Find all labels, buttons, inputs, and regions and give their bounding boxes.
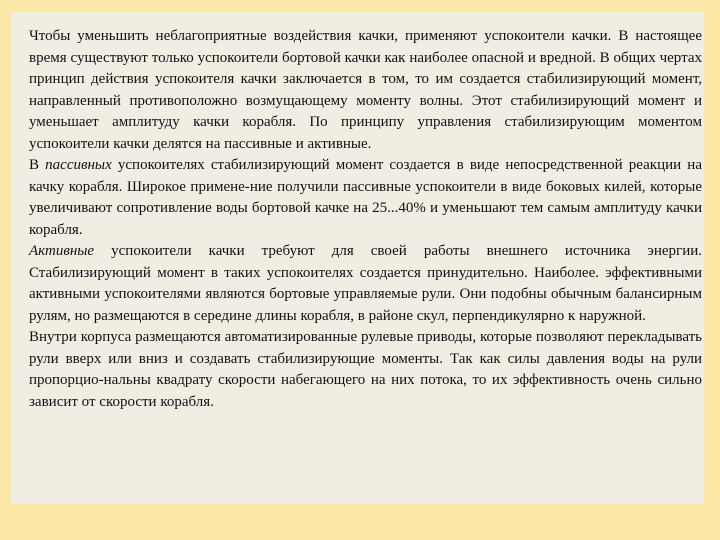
active-term: Активные [29, 243, 95, 259]
passive-term: пассивных [45, 157, 112, 173]
paragraph-passive-rest: успокоителях стабилизирующий момент создается в виде непосредственной реакции на качку корабля. Широкое примене-ние получили пассивные успокоители в виде боковых килей, которые увеличивают сопротивление воды бортовой качке на 25...40% и уменьшают тем самым амплитуду качки корабля. [29, 157, 702, 238]
paragraph-intro: Чтобы уменьшить неблагоприятные воздействия качки, применяют успокоители качки. В настоящее время существуют только успокоители бортовой качки как наиболее опасной и вредной. В общих чертах принцип действия успокоителя качки заключается в том, то им создается стабилизирующий момент, направленный противоположно возмущающему моменту волны. Этот стабилизирующий момент и уменьшает амплитуду качки корабля. По принципу управления стабилизирующим моментом успокоители качки делятся на пассивные и активные. [29, 28, 702, 152]
paragraph-passive [29, 155, 702, 241]
paragraph-active [29, 241, 702, 327]
paragraph-drives: Внутри корпуса размещаются автоматизированные рулевые приводы, которые позволяют перекладывать рули вверх или вниз и создавать стабилизирующие моменты. Так как силы давления воды на рули пропорцио-нальны квадрату скорости набегающего на них потока, то их эффективность очень сильно зависит от скорости корабля. [29, 329, 702, 410]
text-panel [11, 12, 704, 504]
body-text [29, 26, 702, 413]
paragraph-active-rest: успокоители качки требуют для своей работы внешнего источника энергии. Стабилизирующий момент в таких успокоителях создается принудительно. Наиболее. эффективными активными успокоителями являются бортовые управляемые рули. Они подобны обычным балансирным рулям, но размещаются в середине длины корабля, в районе скул, перпендикулярно к наружной. [29, 243, 702, 324]
paragraph-passive-start: В [29, 157, 46, 173]
